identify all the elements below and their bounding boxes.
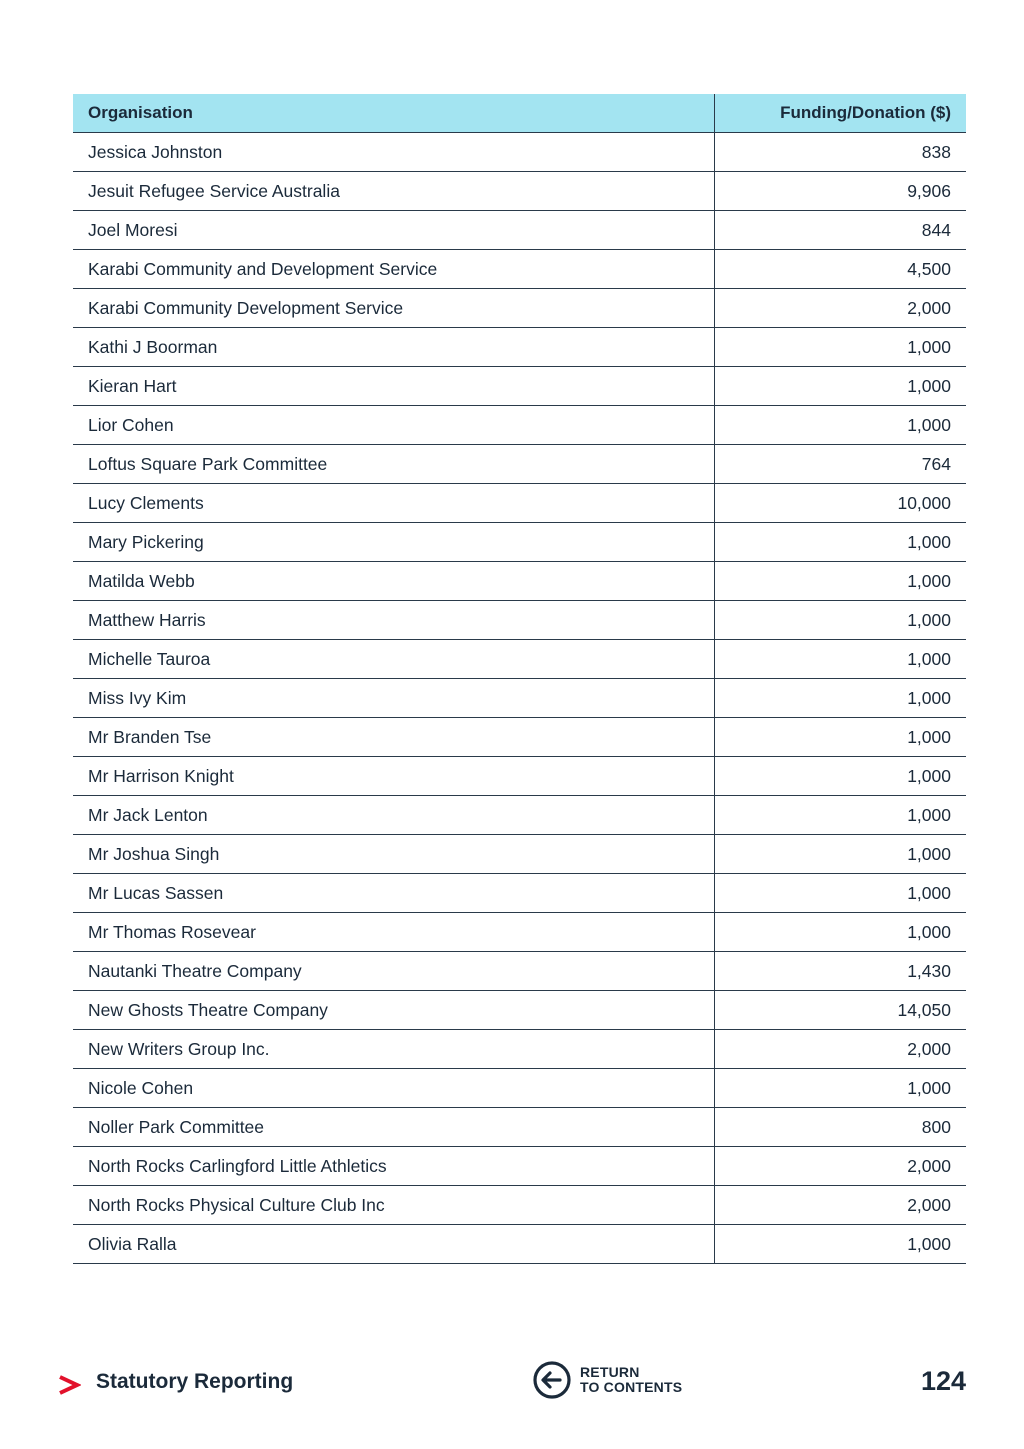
column-header-organisation: Organisation bbox=[73, 94, 714, 133]
amount-cell: 764 bbox=[714, 445, 966, 484]
arrow-left-circle-icon bbox=[532, 1360, 572, 1400]
organisation-cell: New Ghosts Theatre Company bbox=[73, 991, 714, 1030]
table-row bbox=[73, 523, 966, 562]
amount-cell: 1,000 bbox=[714, 367, 966, 406]
amount-cell: 2,000 bbox=[714, 289, 966, 328]
amount-cell: 1,430 bbox=[714, 952, 966, 991]
amount-cell: 800 bbox=[714, 1108, 966, 1147]
chevron-right-icon bbox=[57, 1374, 81, 1396]
amount-cell: 10,000 bbox=[714, 484, 966, 523]
table-row bbox=[73, 601, 966, 640]
amount-cell: 1,000 bbox=[714, 718, 966, 757]
organisation-cell: Matilda Webb bbox=[73, 562, 714, 601]
organisation-cell: North Rocks Physical Culture Club Inc bbox=[73, 1186, 714, 1225]
organisation-cell: Mr Thomas Rosevear bbox=[73, 913, 714, 952]
organisation-cell: Michelle Tauroa bbox=[73, 640, 714, 679]
table-row bbox=[73, 172, 966, 211]
table-row bbox=[73, 757, 966, 796]
table-row bbox=[73, 640, 966, 679]
return-label-line2: TO CONTENTS bbox=[580, 1379, 683, 1395]
table-row bbox=[73, 952, 966, 991]
amount-cell: 1,000 bbox=[714, 640, 966, 679]
organisation-cell: Noller Park Committee bbox=[73, 1108, 714, 1147]
organisation-cell: Mr Harrison Knight bbox=[73, 757, 714, 796]
organisation-cell: Miss Ivy Kim bbox=[73, 679, 714, 718]
organisation-cell: Mr Jack Lenton bbox=[73, 796, 714, 835]
organisation-cell: New Writers Group Inc. bbox=[73, 1030, 714, 1069]
organisation-cell: Kathi J Boorman bbox=[73, 328, 714, 367]
table-row bbox=[73, 406, 966, 445]
organisation-cell: Mr Joshua Singh bbox=[73, 835, 714, 874]
amount-cell: 1,000 bbox=[714, 874, 966, 913]
table-row bbox=[73, 289, 966, 328]
organisation-cell: Mr Branden Tse bbox=[73, 718, 714, 757]
organisation-cell: Joel Moresi bbox=[73, 211, 714, 250]
table-row bbox=[73, 250, 966, 289]
organisation-cell: Nicole Cohen bbox=[73, 1069, 714, 1108]
amount-cell: 1,000 bbox=[714, 601, 966, 640]
table-row bbox=[73, 679, 966, 718]
table-row bbox=[73, 1108, 966, 1147]
table-row bbox=[73, 718, 966, 757]
amount-cell: 4,500 bbox=[714, 250, 966, 289]
amount-cell: 1,000 bbox=[714, 913, 966, 952]
amount-cell: 1,000 bbox=[714, 835, 966, 874]
page-number: 124 bbox=[920, 1366, 966, 1396]
amount-cell: 2,000 bbox=[714, 1147, 966, 1186]
organisation-cell: Lior Cohen bbox=[73, 406, 714, 445]
amount-cell: 14,050 bbox=[714, 991, 966, 1030]
table-row bbox=[73, 367, 966, 406]
amount-cell: 1,000 bbox=[714, 1225, 966, 1264]
table-row bbox=[73, 1147, 966, 1186]
table-row bbox=[73, 1186, 966, 1225]
table-header-row bbox=[73, 94, 966, 133]
table-row bbox=[73, 1069, 966, 1108]
table-row bbox=[73, 445, 966, 484]
funding-table bbox=[73, 94, 966, 1264]
amount-cell: 1,000 bbox=[714, 1069, 966, 1108]
page-footer bbox=[0, 1352, 1024, 1412]
amount-cell: 1,000 bbox=[714, 406, 966, 445]
table-row bbox=[73, 484, 966, 523]
table-row bbox=[73, 796, 966, 835]
table-body bbox=[73, 133, 966, 1264]
organisation-cell: Mr Lucas Sassen bbox=[73, 874, 714, 913]
organisation-cell: Mary Pickering bbox=[73, 523, 714, 562]
amount-cell: 838 bbox=[714, 133, 966, 172]
table-row bbox=[73, 913, 966, 952]
table-row bbox=[73, 874, 966, 913]
amount-cell: 1,000 bbox=[714, 796, 966, 835]
amount-cell: 2,000 bbox=[714, 1030, 966, 1069]
organisation-cell: Nautanki Theatre Company bbox=[73, 952, 714, 991]
amount-cell: 1,000 bbox=[714, 757, 966, 796]
amount-cell: 9,906 bbox=[714, 172, 966, 211]
column-header-funding: Funding/Donation ($) bbox=[714, 94, 966, 133]
organisation-cell: Matthew Harris bbox=[73, 601, 714, 640]
table-row bbox=[73, 835, 966, 874]
table-row bbox=[73, 211, 966, 250]
table-row bbox=[73, 562, 966, 601]
section-title: Statutory Reporting bbox=[96, 1370, 294, 1393]
organisation-cell: Karabi Community and Development Service bbox=[73, 250, 714, 289]
organisation-cell: Lucy Clements bbox=[73, 484, 714, 523]
amount-cell: 2,000 bbox=[714, 1186, 966, 1225]
table-row bbox=[73, 328, 966, 367]
amount-cell: 1,000 bbox=[714, 328, 966, 367]
organisation-cell: Olivia Ralla bbox=[73, 1225, 714, 1264]
amount-cell: 1,000 bbox=[714, 523, 966, 562]
organisation-cell: Jessica Johnston bbox=[73, 133, 714, 172]
organisation-cell: Jesuit Refugee Service Australia bbox=[73, 172, 714, 211]
funding-table-container bbox=[73, 94, 966, 1264]
organisation-cell: North Rocks Carlingford Little Athletics bbox=[73, 1147, 714, 1186]
organisation-cell: Karabi Community Development Service bbox=[73, 289, 714, 328]
return-to-contents-label bbox=[580, 1365, 682, 1395]
amount-cell: 1,000 bbox=[714, 562, 966, 601]
organisation-cell: Kieran Hart bbox=[73, 367, 714, 406]
return-to-contents-button[interactable] bbox=[532, 1360, 682, 1400]
table-row bbox=[73, 133, 966, 172]
table-row bbox=[73, 1030, 966, 1069]
return-label-line1: RETURN bbox=[580, 1364, 640, 1380]
table-row bbox=[73, 1225, 966, 1264]
table-row bbox=[73, 991, 966, 1030]
organisation-cell: Loftus Square Park Committee bbox=[73, 445, 714, 484]
amount-cell: 844 bbox=[714, 211, 966, 250]
amount-cell: 1,000 bbox=[714, 679, 966, 718]
